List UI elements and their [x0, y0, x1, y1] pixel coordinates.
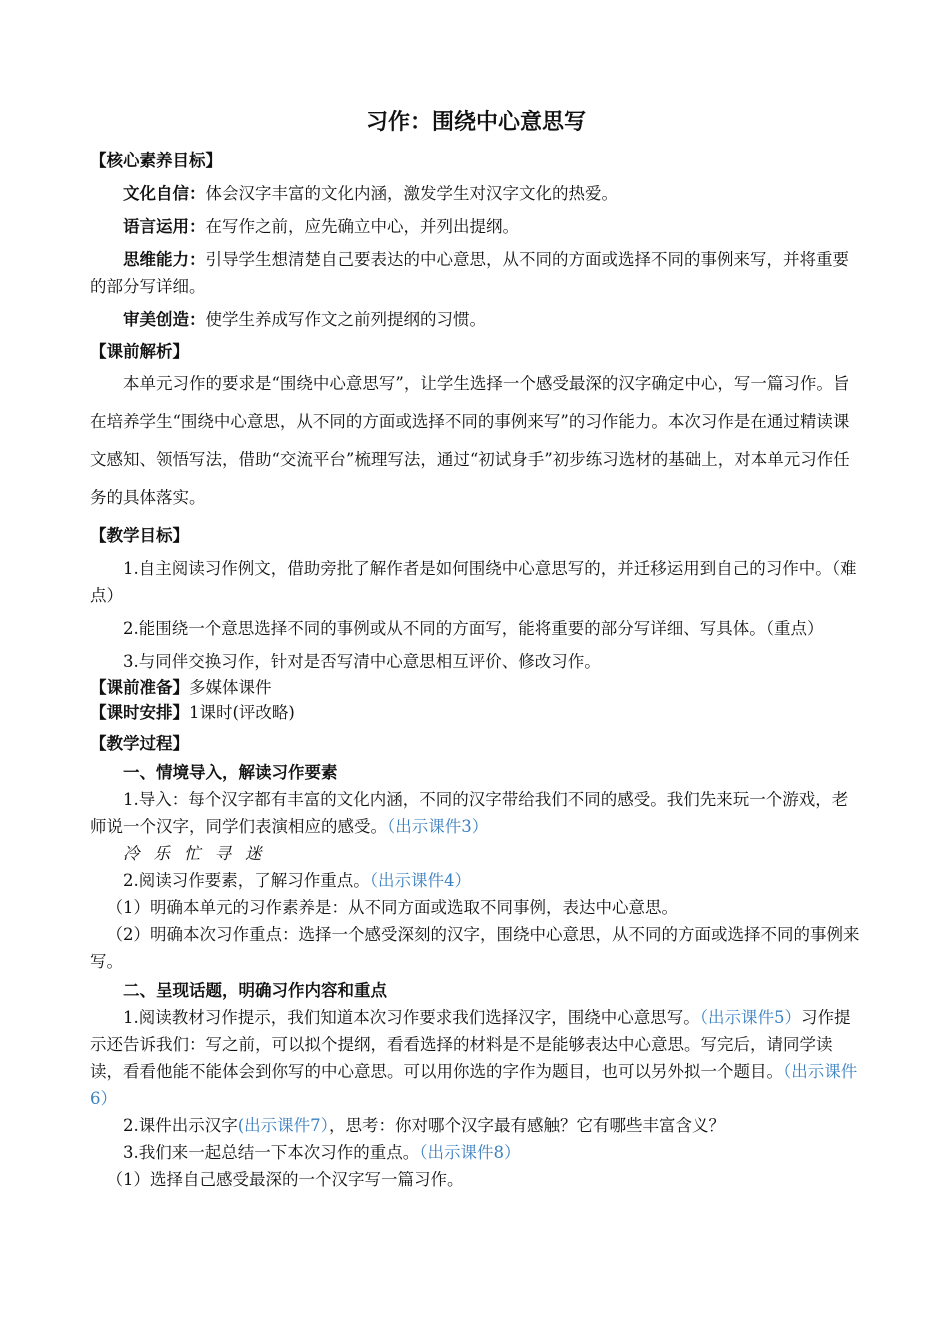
analysis-heading: 【课前解析】	[90, 342, 189, 361]
part2-p3: 3.我们来一起总结一下本次习作的重点。（出示课件8）	[123, 1143, 521, 1162]
prep-text: 多媒体课件	[189, 678, 272, 697]
courseware-ref-7[interactable]: (出示课件7）	[237, 1116, 329, 1135]
part1-heading: 一、情境导入，解读习作要素	[123, 763, 338, 782]
part2-heading: 二、呈现话题，明确习作内容和重点	[123, 981, 387, 1000]
core-goal-language: 语言运用：在写作之前，应先确立中心，并列出提纲。	[123, 217, 519, 236]
char-item: 寻	[214, 844, 233, 863]
process-heading: 【教学过程】	[90, 734, 189, 753]
core-goal-culture: 文化自信：体会汉字丰富的文化内涵，激发学生对汉字文化的热爱。	[123, 184, 618, 203]
char-item: 忙	[184, 844, 203, 863]
core-goal-thinking: 思维能力：引导学生想清楚自己要表达的中心意思，从不同的方面或选择不同的事例来写，并将重要的部分写详细。	[90, 250, 849, 296]
part1-p3: （1）明确本单元的习作素养是：从不同方面或选取不同事例，表达中心意思。	[106, 898, 678, 917]
part2-p2: 2.课件出示汉字(出示课件7），思考：你对哪个汉字最有感触？它有哪些丰富含义？	[123, 1116, 725, 1135]
schedule-text: 1课时(评改略)	[189, 703, 295, 722]
courseware-ref-8[interactable]: （出示课件8）	[419, 1143, 521, 1162]
teaching-goals-heading: 【教学目标】	[90, 526, 189, 545]
courseware-ref-3[interactable]: （出示课件3）	[387, 817, 489, 836]
part2-p4: （1）选择自己感受最深的一个汉字写一篇习作。	[106, 1170, 464, 1189]
part1-p2: 2.阅读习作要素，了解习作重点。（出示课件4）	[123, 871, 471, 890]
part2-p1: 1.阅读教材习作提示，我们知道本次习作要求我们选择汉字，围绕中心意思写。（出示课件5）习作提示还告诉我们：写之前，可以拟个提纲，看看选择的材料是不是能够表达中心意思。写完后，请同学读读，看看他能不能体会到你写的中心意思。可以用你选的字作为题目，也可以另外拟一个题目。（出示课件6）	[90, 1008, 858, 1108]
core-goals-heading: 【核心素养目标】	[90, 151, 222, 170]
schedule-heading: 【课时安排】	[90, 703, 189, 722]
schedule-line	[90, 700, 862, 725]
teaching-goal-1: 1.自主阅读习作例文，借助旁批了解作者是如何围绕中心意思写的，并迁移运用到自己的习作中。（难点）	[90, 559, 857, 605]
part1-p4: （2）明确本次习作重点：选择一个感受深刻的汉字，围绕中心意思，从不同的方面或选择不同的事例来写。	[90, 925, 860, 971]
teaching-goal-3: 3.与同伴交换习作，针对是否写清中心意思相互评价、修改习作。	[123, 652, 601, 671]
analysis-text: 本单元习作的要求是“围绕中心意思写”，让学生选择一个感受最深的汉字确定中心，写一篇习作。旨在培养学生“围绕中心意思，从不同的方面或选择不同的事例来写”的习作能力。本次习作是在通过精读课文感知、领悟写法，借助“交流平台”梳理写法，通过“初试身手”初步练习选材的基础上，对本单元习作任务的具体落实。	[90, 374, 850, 507]
part1-p1: 1.导入：每个汉字都有丰富的文化内涵，不同的汉字带给我们不同的感受。我们先来玩一个游戏，老师说一个汉字，同学们表演相应的感受。（出示课件3）	[90, 790, 849, 836]
courseware-ref-4[interactable]: （出示课件4）	[369, 871, 471, 890]
char-item: 迷	[245, 844, 264, 863]
courseware-ref-6[interactable]: （出示课件6）	[90, 1062, 858, 1108]
teaching-goal-2: 2.能围绕一个意思选择不同的事例或从不同的方面写，能将重要的部分写详细、写具体。（重点）	[123, 619, 824, 638]
char-item: 冷	[123, 844, 142, 863]
document-title: 习作：围绕中心意思写	[365, 110, 586, 135]
prep-heading: 【课前准备】	[90, 678, 189, 697]
character-list	[90, 840, 862, 867]
courseware-ref-5[interactable]: （出示课件5）	[699, 1008, 801, 1027]
core-goal-aesthetic: 审美创造：使学生养成写作文之前列提纲的习惯。	[123, 310, 486, 329]
char-item: 乐	[153, 844, 172, 863]
prep-line	[90, 675, 862, 700]
document-page	[90, 108, 862, 1193]
